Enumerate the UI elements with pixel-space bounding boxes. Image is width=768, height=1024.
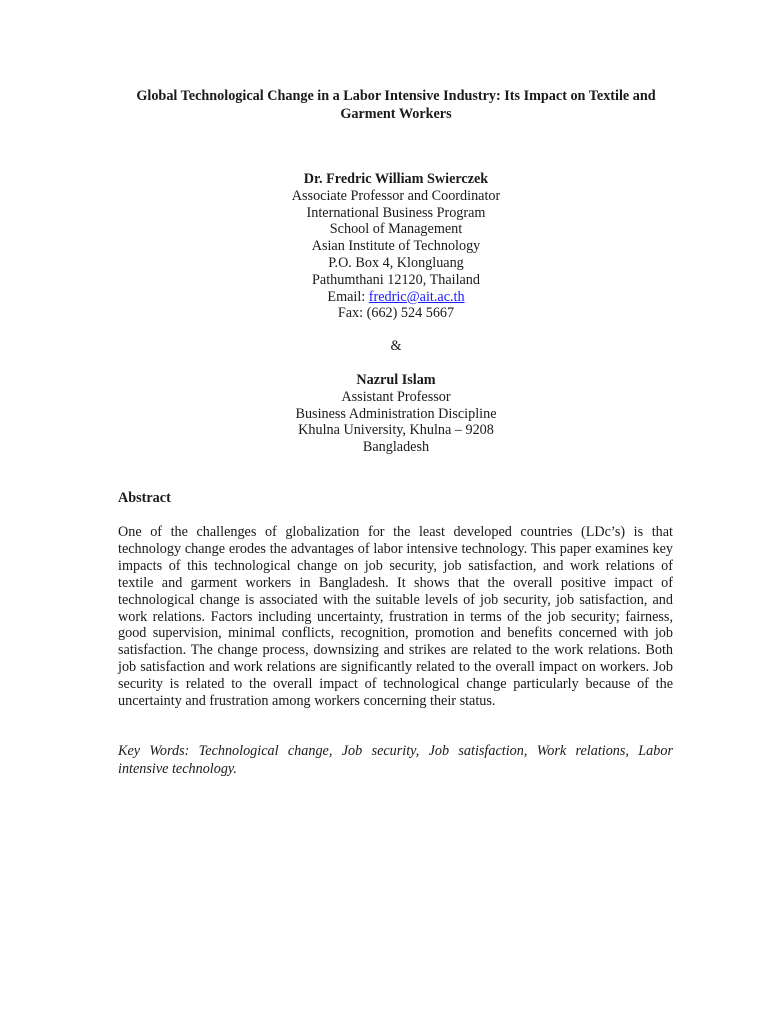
author-1-affiliation-line: Associate Professor and Coordinator	[291, 187, 501, 204]
abstract-line: technological change is associated with the suitable levels of job security, job satisfaction, and	[118, 591, 673, 608]
author-1-affiliation-line: Pathumthani 12120, Thailand	[312, 271, 480, 288]
keywords-line-1: Key Words: Technological change, Job security, Job satisfaction, Work relations, Labor	[118, 743, 673, 759]
title-line-1: Global Technological Change in a Labor Intensive Industry: Its Impact on Textile and	[136, 88, 656, 104]
abstract-line: impacts of this technological change on job security, job satisfaction, and work relations of	[118, 557, 673, 574]
author-2-name: Nazrul Islam	[356, 372, 436, 388]
author-1-name: Dr. Fredric William Swierczek	[303, 171, 489, 187]
keywords	[118, 742, 673, 778]
abstract-line: satisfaction. The change process, downsizing and strikes are related to the work relations. Both	[118, 642, 673, 659]
abstract-body	[118, 524, 673, 710]
author-2-affiliation-line: Bangladesh	[362, 439, 430, 456]
abstract-line: textile and garment workers in Bangladesh. It shows that the overall positive impact of	[118, 574, 673, 591]
abstract-heading: Abstract	[118, 490, 171, 506]
abstract-line: security is related to the overall impact of technological change particularly because of the	[118, 676, 673, 693]
author-1-email-line	[118, 289, 674, 306]
author-2-affiliation-line: Assistant Professor	[341, 388, 451, 405]
author-1-affiliation-line: International Business Program	[306, 204, 486, 221]
author-1-affiliation-line: P.O. Box 4, Klongluang	[328, 254, 464, 271]
author-1-affiliation-line: School of Management	[329, 221, 463, 238]
author-2-affiliation-line: Business Administration Discipline	[295, 405, 497, 422]
author-2-affiliation-line: Khulna University, Khulna – 9208	[298, 422, 494, 439]
abstract-line: technology change erodes the advantages of labor intensive technology. This paper examines key	[118, 540, 673, 557]
author-1-block	[118, 171, 674, 322]
author-2-block	[118, 372, 674, 456]
abstract-line: One of the challenges of globalization for the least developed countries (LDc’s) is that	[118, 524, 673, 540]
author-1-fax: Fax: (662) 524 5667	[337, 305, 455, 322]
paper-title	[118, 87, 674, 123]
author-separator: &	[390, 338, 402, 354]
keywords-line-2: intensive technology.	[118, 761, 237, 777]
abstract-line: job satisfaction and work relations are significantly related to the overall impact on workers. Job	[118, 659, 673, 676]
abstract-line: uncertainty and frustration among workers concerning their status.	[118, 693, 496, 710]
abstract-line: good supervision, minimal conflicts, recognition, promotion and benefits concerned with job	[118, 625, 673, 642]
title-line-2: Garment Workers	[340, 106, 452, 122]
abstract-line: work relations. Factors including uncertainty, frustration in terms of the job security; fairness,	[118, 608, 673, 625]
email-link[interactable]: fredric@ait.ac.th	[368, 288, 465, 305]
email-label: Email:	[327, 288, 369, 305]
author-1-affiliation-line: Asian Institute of Technology	[311, 238, 481, 255]
